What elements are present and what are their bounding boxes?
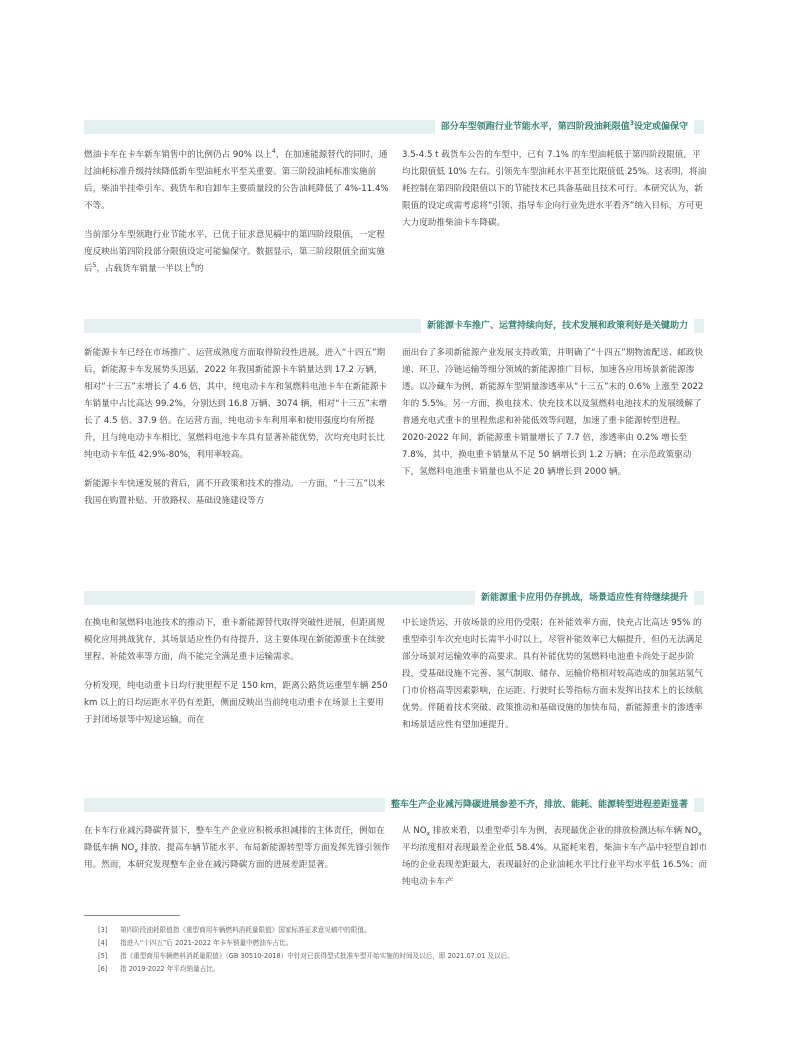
paragraph: 分析发现，纯电动重卡日均行驶里程不足 150 km，距离公路货运重型车辆 250 km 以上的日均运距水平仍有差距，侧面反映出当前纯电动重卡在场景上主要用于封闭场景等中短途运输，而在 [84,681,388,725]
paragraph: 从 $NO_x$ 排放来看，以重型牵引车为例，表现最优企业的排放检测达标车辆 $NO_x$ 平均浓度相对表现最差企业低 58.4%。从能耗来看，柴油卡车产品中轻型自卸市场的企业表现差距最大，表现最好的企业油耗水平比行业平均水平低 16.5%；而纯电动卡车产 [402,826,708,887]
section-title: 新能源卡车推广、运营持续向好，技术发展和政策利好是关键助力 [421,319,694,333]
paragraph: 燃油卡车在卡车新车销售中的比例仍占 90% 以上$^4$，在加速能源替代的同时，通过油耗标准升级持续降低新车型油耗水平至关重要。第三阶段油耗标准实施前后，柴油半挂牵引车、载货车和自卸车主要质量段的公告油耗降低了 4%-11.4% 不等。 [84,148,389,211]
section-left-column [84,147,390,278]
paragraph: 面出台了多项新能源产业发展支持政策，并明确了“十四五”期物流配送、邮政快递、环卫、冷链运输等细分领域的新能源推广目标，加速各应用场景新能源渗透。以冷藏车为例，新能源车型销量渗透率从“十三五”末的 0.6% 上涨至 2022 年的 5.5%。另一方面，换电技术、快充技术以及氢燃料电池技术的发展缓解了普通充电式重卡的里程焦虑和补能低效等问题，加速了重卡能源转型进程。2020-2022 年间，新能源重卡销量增长了 7.7 倍，渗透率由 0.2% 增长至 7.8%，其中，换电重卡销量从不足 50 辆增长到 1.2 万辆；在示范政策驱动下，氢燃料电池重卡销量也从不足 20 辆增长到 2000 辆。 [402,348,704,477]
paragraph: 3.5-4.5 t 载货车公告的车型中，已有 7.1% 的车型油耗低于第四阶段限值，平均比限值低 10% 左右。引领先车型油耗水平甚至比限值低 25%。这表明，将油耗控制在第四阶段限值以下的节能技术已具备基础且技术可行。本研究认为，新限值的设定或需考虑将“引领、指导车企向行业先进水平看齐”纳入目标，方可更大力度助推柴油卡车降碳。 [402,150,707,228]
paragraph: 中长途货运、开放场景的应用仍受限；在补能效率方面，快充占比高达 95% 的重型牵引车次充电时长需半小时以上，尽管补能效率已大幅提升，但仍无法满足部分场景对运输效率的高要求。具有补能优势的氢燃料电池重卡尚处于起步阶段，受基础设施不完善、氢气制取、储存、运输价格相对较高造成的加氢站氢气门市价格高等因素影响，在运距、行驶时长等指标方面未发挥出技术上的长续航优势。伴随着技术突破、政策推动和基础设施的加快布局，新能源重卡的渗透率和场景适应性有望加速提升。 [402,618,703,730]
paragraph: 新能源卡车已经在市场推广、运营成熟度方面取得阶段性进展。进入“十四五”期后，新能源卡车发展势头迅猛，2022 年我国新能源卡车销量达到 17.2 万辆，相对“十三五”末增长了 4.6 倍，其中，纯电动卡车和氢燃料电池卡车在新能源卡车销量中占比高达 99.2%，分别达到 16.8 万辆、3074 辆，相对“十三五”末增长了 4.5 倍、37.9 倍。在运营方面，纯电动卡车利用率和使用强度均有所提升，且与纯电动卡车相比，氢燃料电池卡车具有显著补能优势，次均充电时长比纯电动卡车低 42.9%-80%，利用率较高。 [84,348,388,460]
section-right-column [402,345,708,481]
paragraph: 当前部分车型领跑行业节能水平，已优于征求意见稿中的第四阶段限值，一定程度反映出第四阶段部分限值设定可能偏保守。数据显示，第三阶段限值全面实施后$^5$，占载货车销量一半以上$^6$的 [84,230,385,274]
section-title: 部分车型领跑行业节能水平，第四阶段油耗限值$^3$设定或偏保守 [435,120,694,134]
paragraph: 新能源卡车快速发展的背后，离不开政策和技术的推动。一方面，“十三五”以来我国在购置补贴、开放路权、基础设施建设等方 [84,479,386,506]
footnotes [98,924,698,976]
section-bar [84,120,704,134]
footnote: [3] 第四阶段油耗限值指《重型商用车辆燃料消耗量限值》国家标准征求意见稿中的限值。 [98,926,371,934]
section-right-column [402,823,708,891]
footnote: [4] 指进入“十四五”后 2021-2022 年卡车销量中燃油车占比。 [98,939,293,947]
section-title: 新能源重卡应用仍存挑战，场景适应性有待继续提升 [475,591,694,605]
section-left-column [84,345,390,510]
section-bar [84,591,704,605]
section-bar [84,798,704,812]
paragraph: 在换电和氢燃料电池技术的推动下，重卡新能源替代取得突破性进展，但距离规模化应用挑战犹存，其场景适应性仍有待提升，这主要体现在新能源重卡在续驶里程、补能效率等方面，尚不能完全满足重卡运输需求。 [84,618,385,662]
footnote-divider [84,915,180,916]
section-right-column [402,147,708,232]
section-left-column [84,615,390,729]
footnote: [6] 指 2019-2022 年平均销量占比。 [98,965,220,973]
section-title: 整车生产企业减污降碳进展参差不齐，排放、能耗、能源转型进程差距显著 [385,798,694,812]
section-left-column [84,823,390,874]
paragraph: 在卡车行业减污降碳背景下，整车生产企业应积极承担减排的主体责任，例如在降低车辆 $NO_x$ 排放、提高车辆节能水平、布局新能源转型等方面发挥先锋引领作用。然而，本研究发现整车企业在减污降碳方面的进展差距显著。 [84,826,390,870]
section-right-column [402,615,708,734]
section-bar [84,319,704,333]
footnote: [5] 指《重型商用车辆燃料消耗量限值》（GB 30510-2018）中针对已获得型式批准车型开始实施的时间及以后，即 2021.07.01 及以后。 [98,952,514,960]
